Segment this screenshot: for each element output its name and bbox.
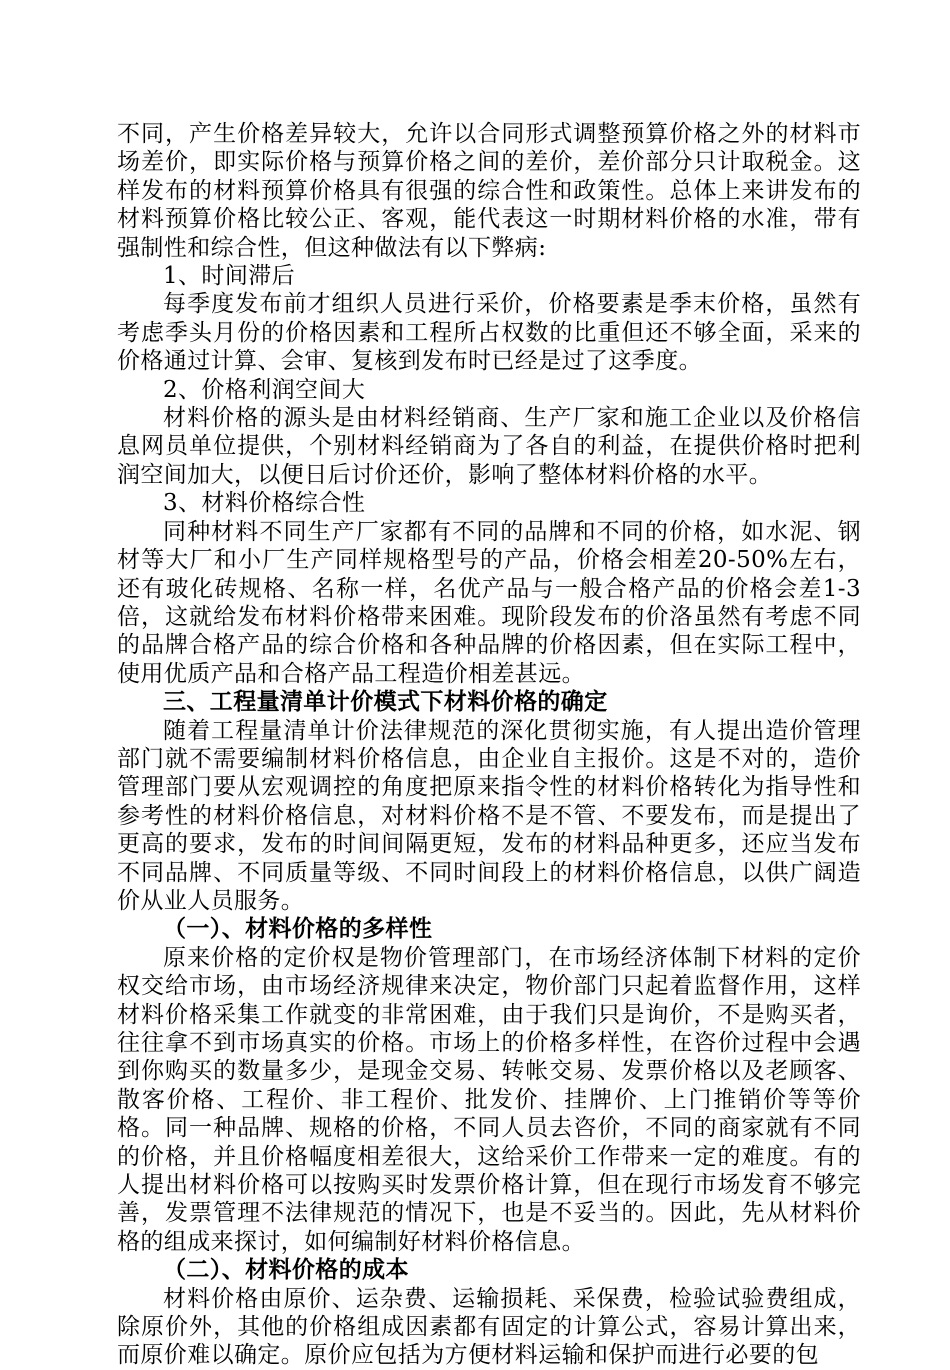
section-heading-3: 三、工程量清单计价模式下材料价格的确定 — [163, 688, 608, 716]
paragraph-comprehensiveness: 同种材料不同生产厂家都有不同的品牌和不同的价格，如水泥、钢材等大厂和小厂生产同样规格型号的产品，价格会相差20-50%左右，还有玻化砖规格、名称一样，名优产品与一般合格产品的价格会差1-3倍，这就给发布材料价格带来困难。现阶段发布的价洛虽然有考虑不同的品牌合格产品的综合价格和各种品牌的价格因素，但在实际工程中，使用优质产品和合格产品工程造价相差甚远。 — [117, 518, 861, 687]
paragraph-cost: 材料价格由原价、运杂费、运输损耗、采保费，检验试验费组成，除原价外，其他的价格组成因素都有固定的计算公式，容易计算出来，而原价难以确定。原价应包括为方便材料运输和保护而进行必要的包 — [117, 1285, 861, 1369]
heading-profit-margin: 2、价格利润空间大 — [163, 376, 366, 403]
paragraph-intro: 不同，产生价格差异较大，允许以合同形式调整预算价格之外的材料市场差价，即实际价格与预算价格之间的差价，差价部分只计取税金。这样发布的材料预算价格具有很强的综合性和政策性。总体上来讲发布的材料预算价格比较公正、客观，能代表这一时期材料价格的水准，带有强制性和综合性，但这种做法有以下弊病: — [117, 121, 861, 261]
paragraph-time-lag: 每季度发布前才组织人员进行采价，价格要素是季末价格，虽然有考虑季头月份的价格因素和工程所占权数的比重但还不够全面，采来的价格通过计算、会审、复核到发布时已经是过了这季度。 — [117, 291, 861, 375]
paragraph-diversity: 原来价格的定价权是物价管理部门，在市场经济体制下材料的定价权交给市场，由市场经济规律来决定，物价部门只起着监督作用，这样材料价格采集工作就变的非常困难，由于我们只是询价，不是购买者，往往拿不到市场真实的价格。市场上的价格多样性，在咨价过程中会遇到你购买的数量多少，是现金交易、转帐交易、发票价格以及老顾客、散客价格、工程价、非工程价、批发价、挂牌价、上门推销价等等价格。同一种品牌、规格的价格，不同人员去咨价，不同的商家就有不同的价格，并且价格幅度相差很大，这给采价工作带来一定的难度。有的人提出材料价格可以按购买时发票价格计算，但在现行市场发育不够完善，发票管理不法律规范的情况下，也是不妥当的。因此，先从材料价格的组成来探讨，如何编制好材料价格信息。 — [117, 944, 861, 1255]
subheading-diversity: （一）、材料价格的多样性 — [163, 915, 433, 943]
document-page — [117, 120, 861, 1370]
heading-time-lag: 1、时间滞后 — [163, 263, 296, 290]
subheading-cost: （二）、材料价格的成本 — [163, 1256, 409, 1284]
paragraph-profit-margin: 材料价格的源头是由材料经销商、生产厂家和施工企业以及价格信息网员单位提供，个别材料经销商为了各自的利益，在提供价格时把利润空间加大，以便日后讨价还价，影响了整体材料价格的水平。 — [117, 405, 861, 488]
heading-comprehensiveness: 3、材料价格综合性 — [163, 490, 366, 517]
paragraph-section-3: 随着工程量清单计价法律规范的深化贯彻实施，有人提出造价管理部门就不需要编制材料价格信息，由企业自主报价。这是不对的，造价管理部门要从宏观调控的角度把原来指令性的材料价格转化为指导性和参考性的材料价格信息，对材料价格不是不管、不要发布，而是提出了更高的要求，发布的时间间隔更短，发布的材料品种更多，还应当发布不同品牌、不同质量等级、不同时间段上的材料价格信息，以供广阔造价从业人员服务。 — [117, 717, 861, 914]
